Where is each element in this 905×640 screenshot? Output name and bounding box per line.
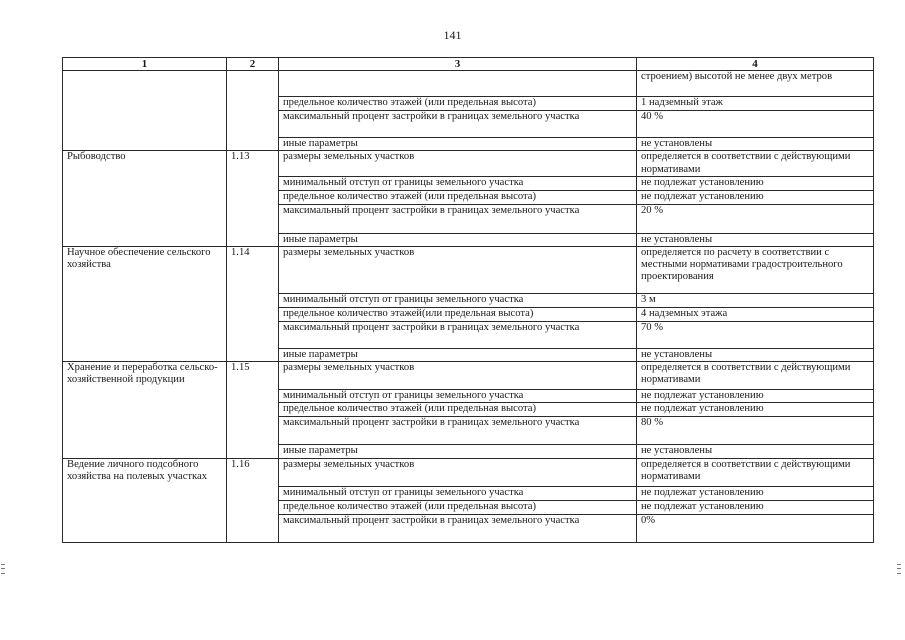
value-cell: определяется в соответствии с действующими нормативами [637,362,874,390]
value-cell: определяется в соответствии с действующими нормативами [637,151,874,177]
column-header-3: 3 [279,58,637,71]
column-header-1: 1 [63,58,227,71]
value-cell: не установлены [637,233,874,246]
value-cell: не установлены [637,138,874,151]
table-header-row [63,58,874,71]
code-cell: 1.14 [227,246,279,361]
table-row [63,458,874,486]
value-cell: 70 % [637,321,874,348]
value-cell: не подлежат установлению [637,190,874,204]
code-cell: 1.13 [227,151,279,247]
value-cell: 80 % [637,417,874,445]
param-cell: минимальный отступ от границы земельного участка [279,177,637,190]
value-cell: не подлежат установлению [637,403,874,417]
table-row [63,71,874,97]
param-cell: минимальный отступ от границы земельного участка [279,486,637,500]
value-cell: не подлежат установлению [637,390,874,403]
value-cell: строением) высотой не менее двух метров [637,71,874,97]
page-number: 141 [443,28,462,42]
scan-edge-mark [1,564,5,574]
value-cell: 20 % [637,204,874,233]
scan-edge-mark [897,564,901,574]
param-cell: предельное количество этажей (или предельная высота) [279,500,637,514]
param-cell: минимальный отступ от границы земельного участка [279,390,637,403]
use-name-cell: Научное обеспечение сельского хозяйства [63,246,227,361]
table-row [63,151,874,177]
value-cell: 0% [637,514,874,542]
code-cell: 1.15 [227,362,279,459]
use-name-cell: Ведение личного подсобного хозяйства на полевых участках [63,458,227,542]
value-cell: 4 надземных этажа [637,307,874,321]
column-header-4: 4 [637,58,874,71]
param-cell: максимальный процент застройки в границах земельного участка [279,111,637,138]
regulations-table [62,57,874,543]
value-cell: не подлежат установлению [637,486,874,500]
param-cell: максимальный процент застройки в границах земельного участка [279,514,637,542]
value-cell: не установлены [637,445,874,458]
param-cell: иные параметры [279,233,637,246]
param-cell: размеры земельных участков [279,362,637,390]
value-cell: 1 надземный этаж [637,97,874,111]
param-cell: максимальный процент застройки в границах земельного участка [279,321,637,348]
param-cell: максимальный процент застройки в границах земельного участка [279,204,637,233]
table-row [63,362,874,390]
param-cell: предельное количество этажей(или предельная высота) [279,307,637,321]
param-cell: размеры земельных участков [279,151,637,177]
param-cell: предельное количество этажей (или предельная высота) [279,97,637,111]
value-cell: определяется по расчету в соответствии с местными нормативами градостроительного проектирования [637,246,874,293]
param-cell: предельное количество этажей (или предельная высота) [279,403,637,417]
table-row [63,246,874,293]
value-cell: определяется в соответствии с действующими нормативами [637,458,874,486]
use-name-cell: Рыбоводство [63,151,227,247]
param-cell: иные параметры [279,445,637,458]
code-cell: 1.16 [227,458,279,542]
param-cell: размеры земельных участков [279,458,637,486]
param-cell: минимальный отступ от границы земельного участка [279,293,637,307]
value-cell: не подлежат установлению [637,500,874,514]
param-cell [279,71,637,97]
param-cell: иные параметры [279,138,637,151]
value-cell: 3 м [637,293,874,307]
param-cell: максимальный процент застройки в границах земельного участка [279,417,637,445]
param-cell: предельное количество этажей (или предельная высота) [279,190,637,204]
param-cell: размеры земельных участков [279,246,637,293]
column-header-2: 2 [227,58,279,71]
use-name-cell [63,71,227,151]
value-cell: не установлены [637,348,874,361]
use-name-cell: Хранение и переработка сельско-хозяйственной продукции [63,362,227,459]
value-cell: не подлежат установлению [637,177,874,190]
value-cell: 40 % [637,111,874,138]
code-cell [227,71,279,151]
param-cell: иные параметры [279,348,637,361]
